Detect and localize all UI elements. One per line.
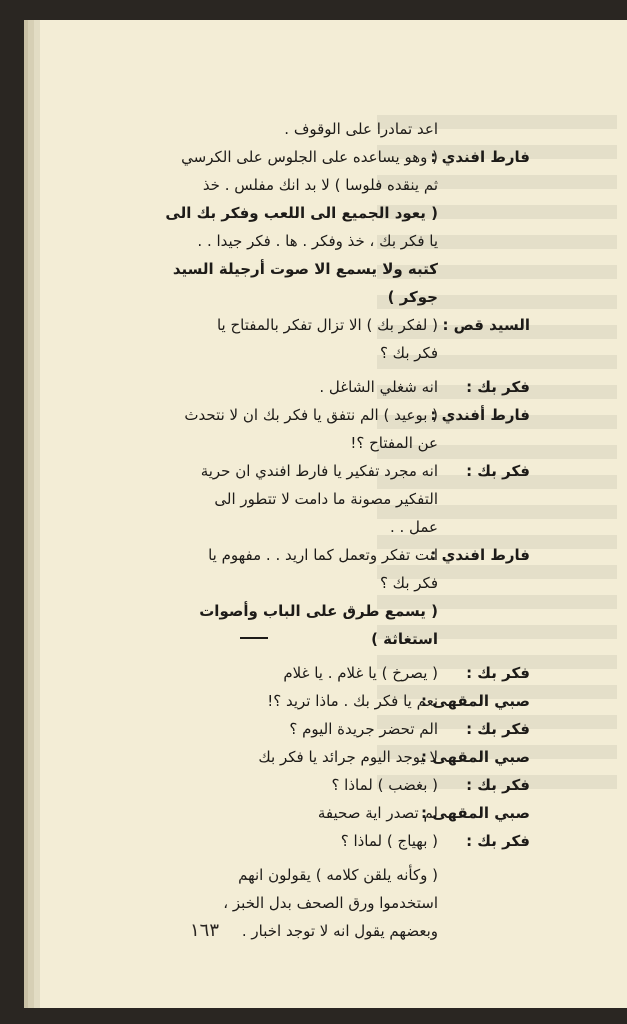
dialogue-text: نعم يا فكر بك . ماذا تريد ؟! xyxy=(267,692,438,710)
dialogue-text: وبعضهم يقول انه لا توجد اخبار . xyxy=(241,922,438,940)
separator-dash xyxy=(240,637,268,639)
text-line xyxy=(150,401,530,429)
book-page xyxy=(40,20,627,1008)
dialogue-text: ( يعود الجميع الى اللعب وفكر بك الى xyxy=(165,204,438,222)
text-line xyxy=(150,339,530,367)
dialogue-text: ( بغضب ) لماذا ؟ xyxy=(331,776,438,794)
text-line xyxy=(150,743,530,771)
text-line xyxy=(150,429,530,457)
dialogue-text: ( يسمع طرق على الباب وأصوات xyxy=(199,602,438,620)
dialogue-text: ثم ينقده فلوسا ) لا بد انك مفلس . خذ xyxy=(202,176,438,194)
text-line xyxy=(150,659,530,687)
text-line xyxy=(150,861,530,889)
dialogue-text: ( بوعيد ) الم نتفق يا فكر بك ان لا نتحدث xyxy=(184,406,438,424)
speaker-name: فكر بك : xyxy=(466,832,530,850)
speaker-name: فكر بك : xyxy=(466,776,530,794)
text-line xyxy=(150,485,530,513)
text-line xyxy=(150,199,530,227)
speaker-name: فكر بك : xyxy=(466,720,530,738)
speaker-name: السيد قص : xyxy=(442,316,530,334)
text-line xyxy=(150,597,530,625)
text-line xyxy=(150,143,530,171)
page-text xyxy=(150,115,530,945)
text-line xyxy=(150,311,530,339)
text-line xyxy=(150,625,530,653)
dialogue-text: فكر بك ؟ xyxy=(379,574,438,592)
dialogue-text: جوكر ) xyxy=(387,288,438,306)
dialogue-text: استخدموا ورق الصحف بدل الخبز ، xyxy=(223,894,438,912)
dialogue-text: ( لفكر بك ) الا تزال تفكر بالمفتاح يا xyxy=(216,316,438,334)
dialogue-text: انه مجرد تفكير يا فارط افندي ان حرية xyxy=(200,462,438,480)
text-line xyxy=(150,227,530,255)
dialogue-text: التفكير مصونة ما دامت لا تتطور الى xyxy=(214,490,438,508)
text-line xyxy=(150,889,530,917)
text-line xyxy=(150,115,530,143)
dialogue-text: لم تصدر اية صحيفة xyxy=(317,804,438,822)
dialogue-text: اعد تمادرا على الوقوف . xyxy=(284,120,438,138)
text-line xyxy=(150,373,530,401)
dialogue-text: عمل . . xyxy=(389,518,438,536)
speaker-name: فارط افندي : xyxy=(430,546,530,564)
text-line xyxy=(150,827,530,855)
text-line xyxy=(150,513,530,541)
dialogue-text: عن المفتاح ؟! xyxy=(350,434,438,452)
dialogue-text: انت تفكر وتعمل كما اريد . . مفهوم يا xyxy=(208,546,438,564)
dialogue-text: يا فكر بك ، خذ وفكر . ها . فكر جيدا . . xyxy=(197,232,438,250)
text-line xyxy=(150,283,530,311)
dialogue-text: كتبه ولا يسمع الا صوت أرجيلة السيد xyxy=(172,260,438,278)
text-line xyxy=(150,171,530,199)
speaker-name: صبي المقهى : xyxy=(421,692,530,710)
speaker-name: فكر بك : xyxy=(466,664,530,682)
text-line xyxy=(150,771,530,799)
dialogue-text: لا يوجد اليوم جرائد يا فكر بك xyxy=(258,748,438,766)
text-line xyxy=(150,687,530,715)
speaker-name: فكر بك : xyxy=(466,378,530,396)
speaker-name: فارط أفندي : xyxy=(430,406,530,424)
text-line xyxy=(150,715,530,743)
text-line xyxy=(150,799,530,827)
speaker-name: فارط افندي : xyxy=(430,148,530,166)
speaker-name: صبي المقهى : xyxy=(421,748,530,766)
dialogue-text: فكر بك ؟ xyxy=(379,344,438,362)
text-line xyxy=(150,457,530,485)
speaker-name: فكر بك : xyxy=(466,462,530,480)
dialogue-text: ( وهو يساعده على الجلوس على الكرسي xyxy=(181,148,438,166)
page-number: ١٦٣ xyxy=(190,920,220,941)
text-line xyxy=(150,569,530,597)
dialogue-text: الم تحضر جريدة اليوم ؟ xyxy=(289,720,438,738)
dialogue-text: انه شغلي الشاغل . xyxy=(319,378,438,396)
dialogue-text: ( يصرخ ) يا غلام . يا غلام xyxy=(283,664,438,682)
text-line xyxy=(150,255,530,283)
speaker-name: صبي المقهى : xyxy=(421,804,530,822)
text-line xyxy=(150,541,530,569)
dialogue-text: استغاثة ) xyxy=(371,630,438,648)
dialogue-text: ( وكأنه يلقن كلامه ) يقولون انهم xyxy=(238,866,438,884)
dialogue-text: ( بهياج ) لماذا ؟ xyxy=(340,832,438,850)
